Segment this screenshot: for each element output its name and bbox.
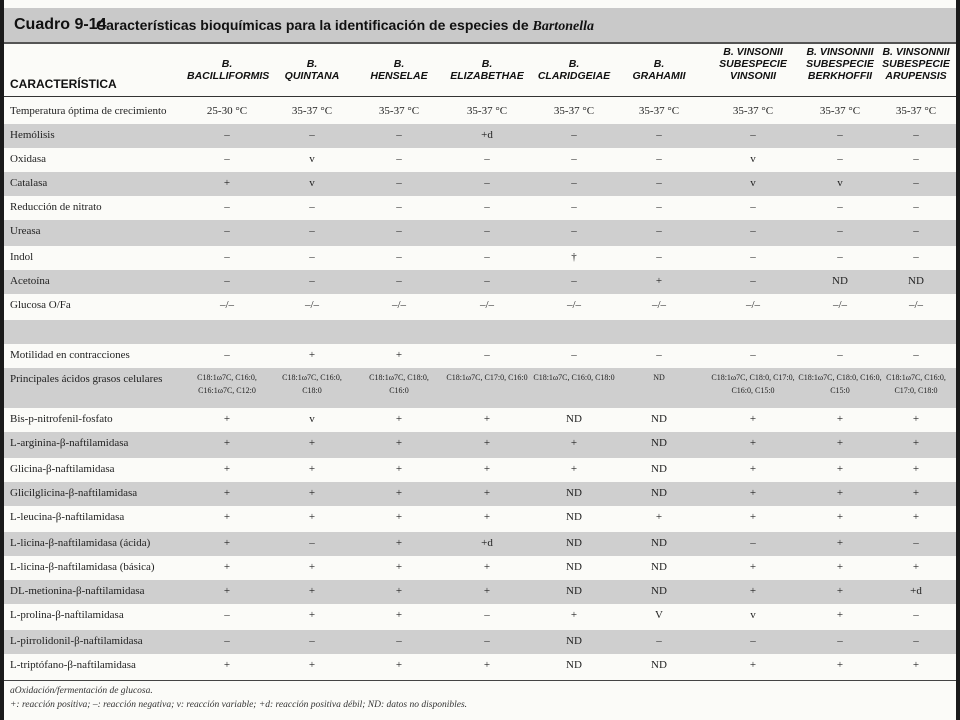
table-cell: – [224,635,230,647]
table-cell: + [749,463,757,475]
table-cell: v [750,153,756,165]
table-cell: v [750,609,756,621]
column-header [531,58,617,82]
table-cell: + [749,487,757,499]
table-cell: – [750,635,756,647]
table-cell: – [396,129,402,141]
table-row [4,482,956,506]
table-cell: – [224,349,230,361]
table-cell: + [308,437,316,449]
table-row [4,172,956,196]
table-cell: + [836,511,844,523]
row-label: L-licina-β-naftilamidasa (básica) [10,561,155,573]
table-cell: – [837,129,843,141]
table-cell: – [484,275,490,287]
table-cell: –/– [908,299,924,311]
table-cell: + [308,585,316,597]
table-cell: + [395,463,403,475]
table-cell: – [484,201,490,213]
table-cell: 35-37 °C [553,105,595,117]
table-cell: – [656,201,662,213]
table-cell: – [571,129,577,141]
table-cell: + [395,437,403,449]
table-cell: – [571,349,577,361]
table-cell: – [656,635,662,647]
table-cell: – [913,251,919,263]
column-header-line: VINSONII [729,70,777,82]
column-header-line: QUINTANA [284,70,340,82]
row-label: Hemólisis [10,129,55,141]
table-cell: – [913,635,919,647]
table-cell: – [750,349,756,361]
row-label: Oxidasa [10,153,47,165]
table-cell: + [570,609,578,621]
table-cell: ND [651,413,667,425]
row-label: Reducción de nitrato [10,201,102,213]
table-row [4,458,956,482]
table-cell: + [308,487,316,499]
row-label: Acetoína [10,275,50,287]
row-label: L-prolina-β-naftilamidasa [10,609,124,621]
table-cell: 35-37 °C [378,105,420,117]
table-cell: + [223,437,231,449]
table-cell: ND [566,659,582,671]
table-cell: + [912,463,920,475]
table-cell: + [749,585,757,597]
table-cell: –/– [479,299,495,311]
table-cell: + [483,561,491,573]
table-cell: – [224,225,230,237]
table-cell: ND [566,561,582,573]
row-label: Bis-p-nitrofenil-fosfato [10,413,113,425]
table-row [4,630,956,654]
footnote-a: aOxidación/fermentación de glucosa. [10,686,153,696]
table-cell: – [224,275,230,287]
table-cell: ND [566,537,582,549]
table-cell: + [308,659,316,671]
table-cell: ND [651,537,667,549]
table-cell: –/– [651,299,667,311]
table-cell: – [484,153,490,165]
column-header-line: B. [568,58,580,70]
table-title: Características bioquímicas para la identificación de especies de Bartonella [96,17,594,34]
table-number: Cuadro 9-14 [14,16,107,33]
table-cell: ND [908,275,924,287]
table-cell: – [396,251,402,263]
column-header-line: ARUPENSIS [885,70,947,82]
table-cell: 25-30 °C [206,105,248,117]
table-cell: V [655,609,663,621]
table-cell: C18:1ω7C, C18:0, C17:0, C16:0, C15:0 [711,373,795,395]
table-cell: – [837,251,843,263]
table-cell: – [913,177,919,189]
row-label: L-arginina-β-naftilamidasa [10,437,129,449]
table-cell: + [749,413,757,425]
table-cell: – [571,177,577,189]
table-cell: ND [651,437,667,449]
table-cell: – [656,177,662,189]
table-cell: – [309,251,315,263]
table-cell: 35-37 °C [819,105,861,117]
table-cell: – [656,251,662,263]
column-header-line: B. VINSONII [723,46,783,58]
table-cell: – [484,609,490,621]
table-cell: + [836,537,844,549]
table-cell: – [750,225,756,237]
table-cell: + [223,487,231,499]
table-cell: + [836,463,844,475]
table-cell: C18:1ω7C, C18:0, C16:0, C15:0 [798,373,882,395]
column-header-line: B. VINSONNII [806,46,874,58]
table-cell: – [484,349,490,361]
table-cell: – [484,251,490,263]
table-cell: + [483,437,491,449]
table-cell: 35-37 °C [466,105,508,117]
table-cell: +d [481,537,493,549]
table-cell: – [656,153,662,165]
table-row [4,100,956,124]
row-label: Indol [10,251,34,263]
column-header-line: SUBESPECIE [719,58,787,70]
table-cell: + [483,463,491,475]
row-label: Glicilglicina-β-naftilamidasa [10,487,138,499]
table-cell: + [836,487,844,499]
table-cell: ND [651,463,667,475]
table-cell: 35-37 °C [291,105,333,117]
table-cell: –/– [219,299,235,311]
table-cell: – [224,153,230,165]
table-cell: + [570,437,578,449]
column-header-line: B. [306,58,318,70]
table-cell: – [224,129,230,141]
table-cell: – [571,201,577,213]
table-cell: + [395,585,403,597]
column-header-line: B. ELIZABETHAE [450,58,524,82]
table-cell: – [484,635,490,647]
table-row [4,654,956,678]
table-cell: ND [566,413,582,425]
table-cell: – [656,129,662,141]
column-header-line: SUBESPECIE [806,58,874,70]
table-cell: + [912,487,920,499]
table-row [4,580,956,604]
table-cell: – [571,153,577,165]
table-cell: + [655,511,663,523]
table-cell: v [309,413,315,425]
row-label: Temperatura óptima de crecimiento [10,105,167,117]
row-label: L-triptófano-β-naftilamidasa [10,659,136,671]
table-cell: + [912,659,920,671]
column-header [797,46,883,82]
table-cell: +d [481,129,493,141]
table-cell: + [223,463,231,475]
table-cell: + [749,437,757,449]
table-cell: –/– [745,299,761,311]
table-cell: + [308,463,316,475]
column-header-line: B. [653,58,665,70]
row-label: L-pirrolidonil-β-naftilamidasa [10,635,143,647]
table-cell: + [749,659,757,671]
footnote-legend: +: reacción positiva; –: reacción negativa; v: reacción variable; +d: reacción positiva débil; ND: datos no disponibles. [10,700,468,710]
table-cell: + [912,561,920,573]
table-cell: + [223,177,231,189]
table-cell: 35-37 °C [638,105,680,117]
table-cell: – [309,129,315,141]
row-label: Ureasa [10,225,41,237]
table-cell: – [571,275,577,287]
table-cell: C18:1ω7C, C16:0, C18:0 [282,373,342,395]
table-cell: +d [910,585,922,597]
table-cell: v [309,153,315,165]
footer-divider [4,680,956,681]
table-row [4,196,956,220]
table-cell: – [396,153,402,165]
table-cell: – [913,537,919,549]
table-cell: – [913,225,919,237]
table-cell: ND [651,585,667,597]
table-cell: + [395,487,403,499]
table-cell: ND [566,585,582,597]
table-row [4,246,956,270]
table-cell: –/– [832,299,848,311]
table-cell: – [224,201,230,213]
table-cell: ND [651,659,667,671]
table-cell: – [913,349,919,361]
row-label: Motilidad en contracciones [10,349,130,361]
table-row [4,408,956,432]
table-cell: + [570,463,578,475]
row-label: Glicina-β-naftilamidasa [10,463,115,475]
row-label: L-leucina-β-naftilamidasa [10,511,125,523]
table-cell: C18:1ω7C, C18:0, C16:0 [369,373,429,395]
table-cell: ND [832,275,848,287]
table-cell: – [913,609,919,621]
table-cell: – [396,201,402,213]
table-row [4,220,956,246]
table-cell: + [223,659,231,671]
column-header [359,58,439,82]
table-cell: + [749,561,757,573]
table-cell: – [750,537,756,549]
table-row [4,556,956,580]
column-header-line: SUBESPECIE [882,58,950,70]
table-cell: + [395,413,403,425]
table-cell: + [395,609,403,621]
column-header-line: B. VINSONNII [882,46,950,58]
column-header [710,46,796,82]
table-cell: + [395,537,403,549]
table-cell: + [223,413,231,425]
table-cell: + [395,659,403,671]
table-cell: ND [566,635,582,647]
table-cell: + [836,561,844,573]
column-header [272,58,352,82]
table-cell: + [308,349,316,361]
table-cell: – [837,225,843,237]
table-cell: –/– [566,299,582,311]
table-cell: v [309,177,315,189]
table-cell: C18:1ω7C, C16:0, C17:0, C18:0 [886,373,946,395]
table-title-bar [4,8,956,44]
table-cell: + [223,561,231,573]
table-cell: – [484,177,490,189]
table-cell: + [749,511,757,523]
table-cell: + [912,413,920,425]
table-cell: + [483,413,491,425]
column-header [444,58,530,82]
column-header-line: BERKHOFFII [807,70,873,82]
table-row [4,320,956,344]
table-cell: + [308,511,316,523]
table-cell: ND [651,561,667,573]
table-cell: + [836,609,844,621]
table-cell: + [836,585,844,597]
table-row [4,124,956,148]
table-cell: + [912,437,920,449]
table-row [4,532,956,556]
table-cell: ND [653,373,665,382]
table-cell: – [396,177,402,189]
table-cell: – [913,153,919,165]
table-cell: – [224,251,230,263]
table-row [4,368,956,408]
column-header-line: B. [393,58,405,70]
column-header [619,58,699,82]
table-cell: C18:1ω7C, C17:0, C16:0 [446,373,528,382]
table-cell: –/– [391,299,407,311]
table-cell: – [484,225,490,237]
table-cell: + [395,349,403,361]
table-row [4,270,956,294]
table-cell: + [395,511,403,523]
table-cell: – [913,129,919,141]
table-cell: 35-37 °C [732,105,774,117]
table-cell: – [571,225,577,237]
table-cell: ND [566,487,582,499]
table-cell: – [396,635,402,647]
table-cell: – [656,349,662,361]
table-cell: – [309,537,315,549]
table-cell: + [223,511,231,523]
table-cell: + [395,561,403,573]
column-header-row [4,44,956,97]
column-header-line: B. [221,58,233,70]
table-cell: – [837,349,843,361]
table-cell: – [837,153,843,165]
table-cell: C18:1ω7C, C16:0, C18:0 [533,373,615,382]
table-cell: † [571,251,577,263]
table-cell: ND [566,511,582,523]
table-row [4,148,956,172]
table-cell: – [837,635,843,647]
table-row [4,344,956,368]
row-label: DL-metionina-β-naftilamidasa [10,585,145,597]
table-cell: – [750,201,756,213]
table-cell: + [655,275,663,287]
table-cell: – [309,275,315,287]
table-cell: + [836,413,844,425]
table-cell: – [396,275,402,287]
row-label: L-licina-β-naftilamidasa (ácida) [10,537,151,549]
table-cell: – [913,201,919,213]
table-cell: + [483,511,491,523]
table-cell: – [656,225,662,237]
table-cell: – [750,251,756,263]
document-page [4,0,956,720]
table-cell: – [309,201,315,213]
table-cell: –/– [304,299,320,311]
table-cell: – [309,225,315,237]
column-header-line: HENSELAE [370,70,428,82]
table-cell: v [837,177,843,189]
table-row [4,506,956,532]
table-cell: – [309,635,315,647]
table-cell: ND [651,487,667,499]
table-cell: + [308,609,316,621]
row-label: Catalasa [10,177,48,189]
table-cell: – [396,225,402,237]
table-row [4,432,956,458]
table-cell: + [912,511,920,523]
table-cell: – [224,609,230,621]
table-cell: + [223,585,231,597]
column-header [187,58,270,82]
table-cell: – [750,129,756,141]
table-cell: – [750,275,756,287]
table-row [4,294,956,320]
characteristic-header: CARACTERÍSTICA [10,77,117,91]
table-row [4,604,956,630]
table-cell: – [837,201,843,213]
table-cell: 35-37 °C [895,105,937,117]
column-header-line: BACILLIFORMIS [187,70,270,82]
table-cell: C18:1ω7C, C16:0, C16:1ω7C, C12:0 [197,373,257,395]
row-label: Glucosa O/Fa [10,299,71,311]
table-cell: + [483,659,491,671]
table-cell: v [750,177,756,189]
table-cell: + [836,437,844,449]
row-label: Principales ácidos grasos celulares [10,373,163,385]
table-cell: + [223,537,231,549]
table-cell: + [483,487,491,499]
column-header-line: CLARIDGEIAE [537,70,611,82]
table-cell: + [836,659,844,671]
table-cell: + [483,585,491,597]
column-header [876,46,956,82]
table-cell: + [308,561,316,573]
column-header-line: GRAHAMII [632,70,686,82]
